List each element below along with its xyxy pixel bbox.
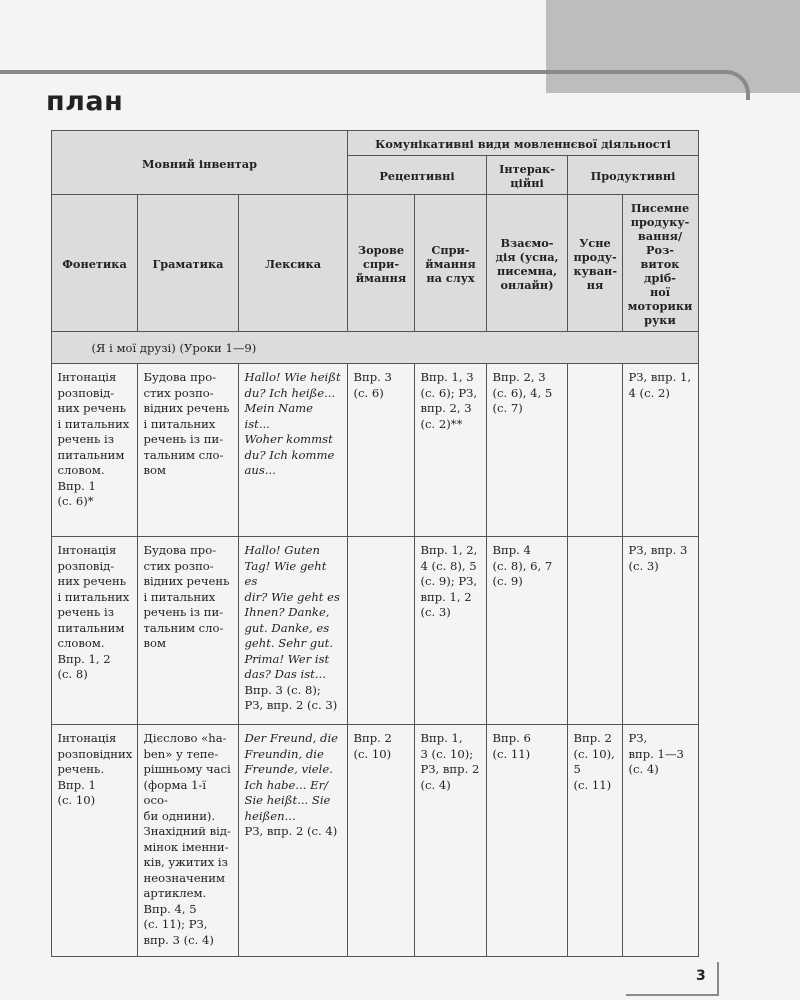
header-listening: Спри- ймання на слух (414, 195, 486, 332)
cell-lexis (238, 364, 347, 537)
cell-listening: Впр. 1, 3 (с. 6); РЗ, впр. 2, 3 (с. 2)** (414, 364, 486, 537)
table-row (38, 364, 698, 537)
table-row (38, 537, 698, 725)
cell-grammar: Будова про- стих розпо- відних речень і питальних речень із пи- тальним сло- вом (137, 364, 238, 537)
header-communicative: Комунікативні види мовленнєвої діяльності (347, 131, 698, 156)
table-row (38, 725, 698, 957)
cell-written: РЗ, впр. 1, 4 (с. 2) (622, 364, 698, 537)
lexis-text: Hallo! Wie heißt du? Ich heiße... Mein Name ist... Woher kommst du? Ich komme aus... (244, 370, 341, 477)
header-language-inventory: Мовний інвентар (51, 131, 347, 195)
cell-listening: Впр. 1, 3 (с. 10); РЗ, впр. 2 (с. 4) (414, 725, 486, 957)
header-productive: Продуктивні (567, 156, 698, 195)
page-title: план (46, 86, 124, 117)
top-gray-block (546, 0, 800, 93)
header-receptive: Рецептивні (347, 156, 486, 195)
cell-interaction: Впр. 4 (с. 8), 6, 7 (с. 9) (486, 537, 567, 725)
cell-grammar: Дієслово «ha- ben» у тепе- рішньому часі (форма 1-ї осо- би однини). Знахідний від- мінок іменни- ків, ужитих із неозначеним артиклем. Впр. 4, 5 (с. 11); РЗ, впр. 3 (с. 4) (137, 725, 238, 957)
cell-phonetics: Інтонація розповід- них речень і питальних речень із питальним словом. Впр. 1, 2 (с. 8) (51, 537, 137, 725)
header-visual: Зорове спри- ймання (347, 195, 414, 332)
cell-visual: Впр. 2 (с. 10) (347, 725, 414, 957)
cell-grammar: Будова про- стих розпо- відних речень і питальних речень із пи- тальним сло- вом (137, 537, 238, 725)
top-rule (0, 70, 719, 74)
plan-table (38, 130, 699, 957)
lexis-text: Hallo! Guten Tag! Wie geht es dir? Wie geht es Ihnen? Danke, gut. Danke, es geht. Sehr gut. Prima! Wer ist das? Das ist... (244, 543, 340, 681)
cell-interaction: Впр. 6 (с. 11) (486, 725, 567, 957)
page-number-rule-horizontal (626, 994, 719, 996)
top-rule-curve (690, 70, 750, 100)
header-oral: Усне проду- куван- ня (567, 195, 622, 332)
cell-phonetics: Інтонація розповід- них речень і питальних речень із питальним словом. Впр. 1 (с. 6)* (51, 364, 137, 537)
header-interaction: Взаємо- дія (усна, писемна, онлайн) (486, 195, 567, 332)
header-phonetics: Фонетика (51, 195, 137, 332)
header-written: Писемне продуку- вання/Роз- виток дріб- ної моторики руки (622, 195, 698, 332)
cell-written: РЗ, впр. 3 (с. 3) (622, 537, 698, 725)
cell-oral (567, 537, 622, 725)
lexis-extra: РЗ, впр. 2 (с. 4) (244, 824, 338, 838)
section-title: (Я і мої друзі) (Уроки 1—9) (51, 332, 698, 364)
header-lexis: Лексика (238, 195, 347, 332)
header-interactive: Інтерак- ційні (486, 156, 567, 195)
cell-phonetics: Інтонація розповідних речень. Впр. 1 (с. 10) (51, 725, 137, 957)
cell-visual: Впр. 3 (с. 6) (347, 364, 414, 537)
lexis-extra: Впр. 3 (с. 8); РЗ, впр. 2 (с. 3) (244, 682, 338, 712)
page-number-rule-vertical (717, 962, 719, 994)
cell-oral: Впр. 2 (с. 10), 5 (с. 11) (567, 725, 622, 957)
cell-oral (567, 364, 622, 537)
header-grammar: Граматика (137, 195, 238, 332)
cell-lexis (238, 725, 347, 957)
cell-listening: Впр. 1, 2, 4 (с. 8), 5 (с. 9); РЗ, впр. 1, 2 (с. 3) (414, 537, 486, 725)
cell-lexis (238, 537, 347, 725)
cell-interaction: Впр. 2, 3 (с. 6), 4, 5 (с. 7) (486, 364, 567, 537)
lexis-text: Der Freund, die Freundin, die Freunde, viele. Ich habe... Er/ Sie heißt... Sie heißen... (244, 731, 339, 823)
cell-written: РЗ, впр. 1—3 (с. 4) (622, 725, 698, 957)
page-number: 3 (696, 968, 706, 984)
cell-visual (347, 537, 414, 725)
